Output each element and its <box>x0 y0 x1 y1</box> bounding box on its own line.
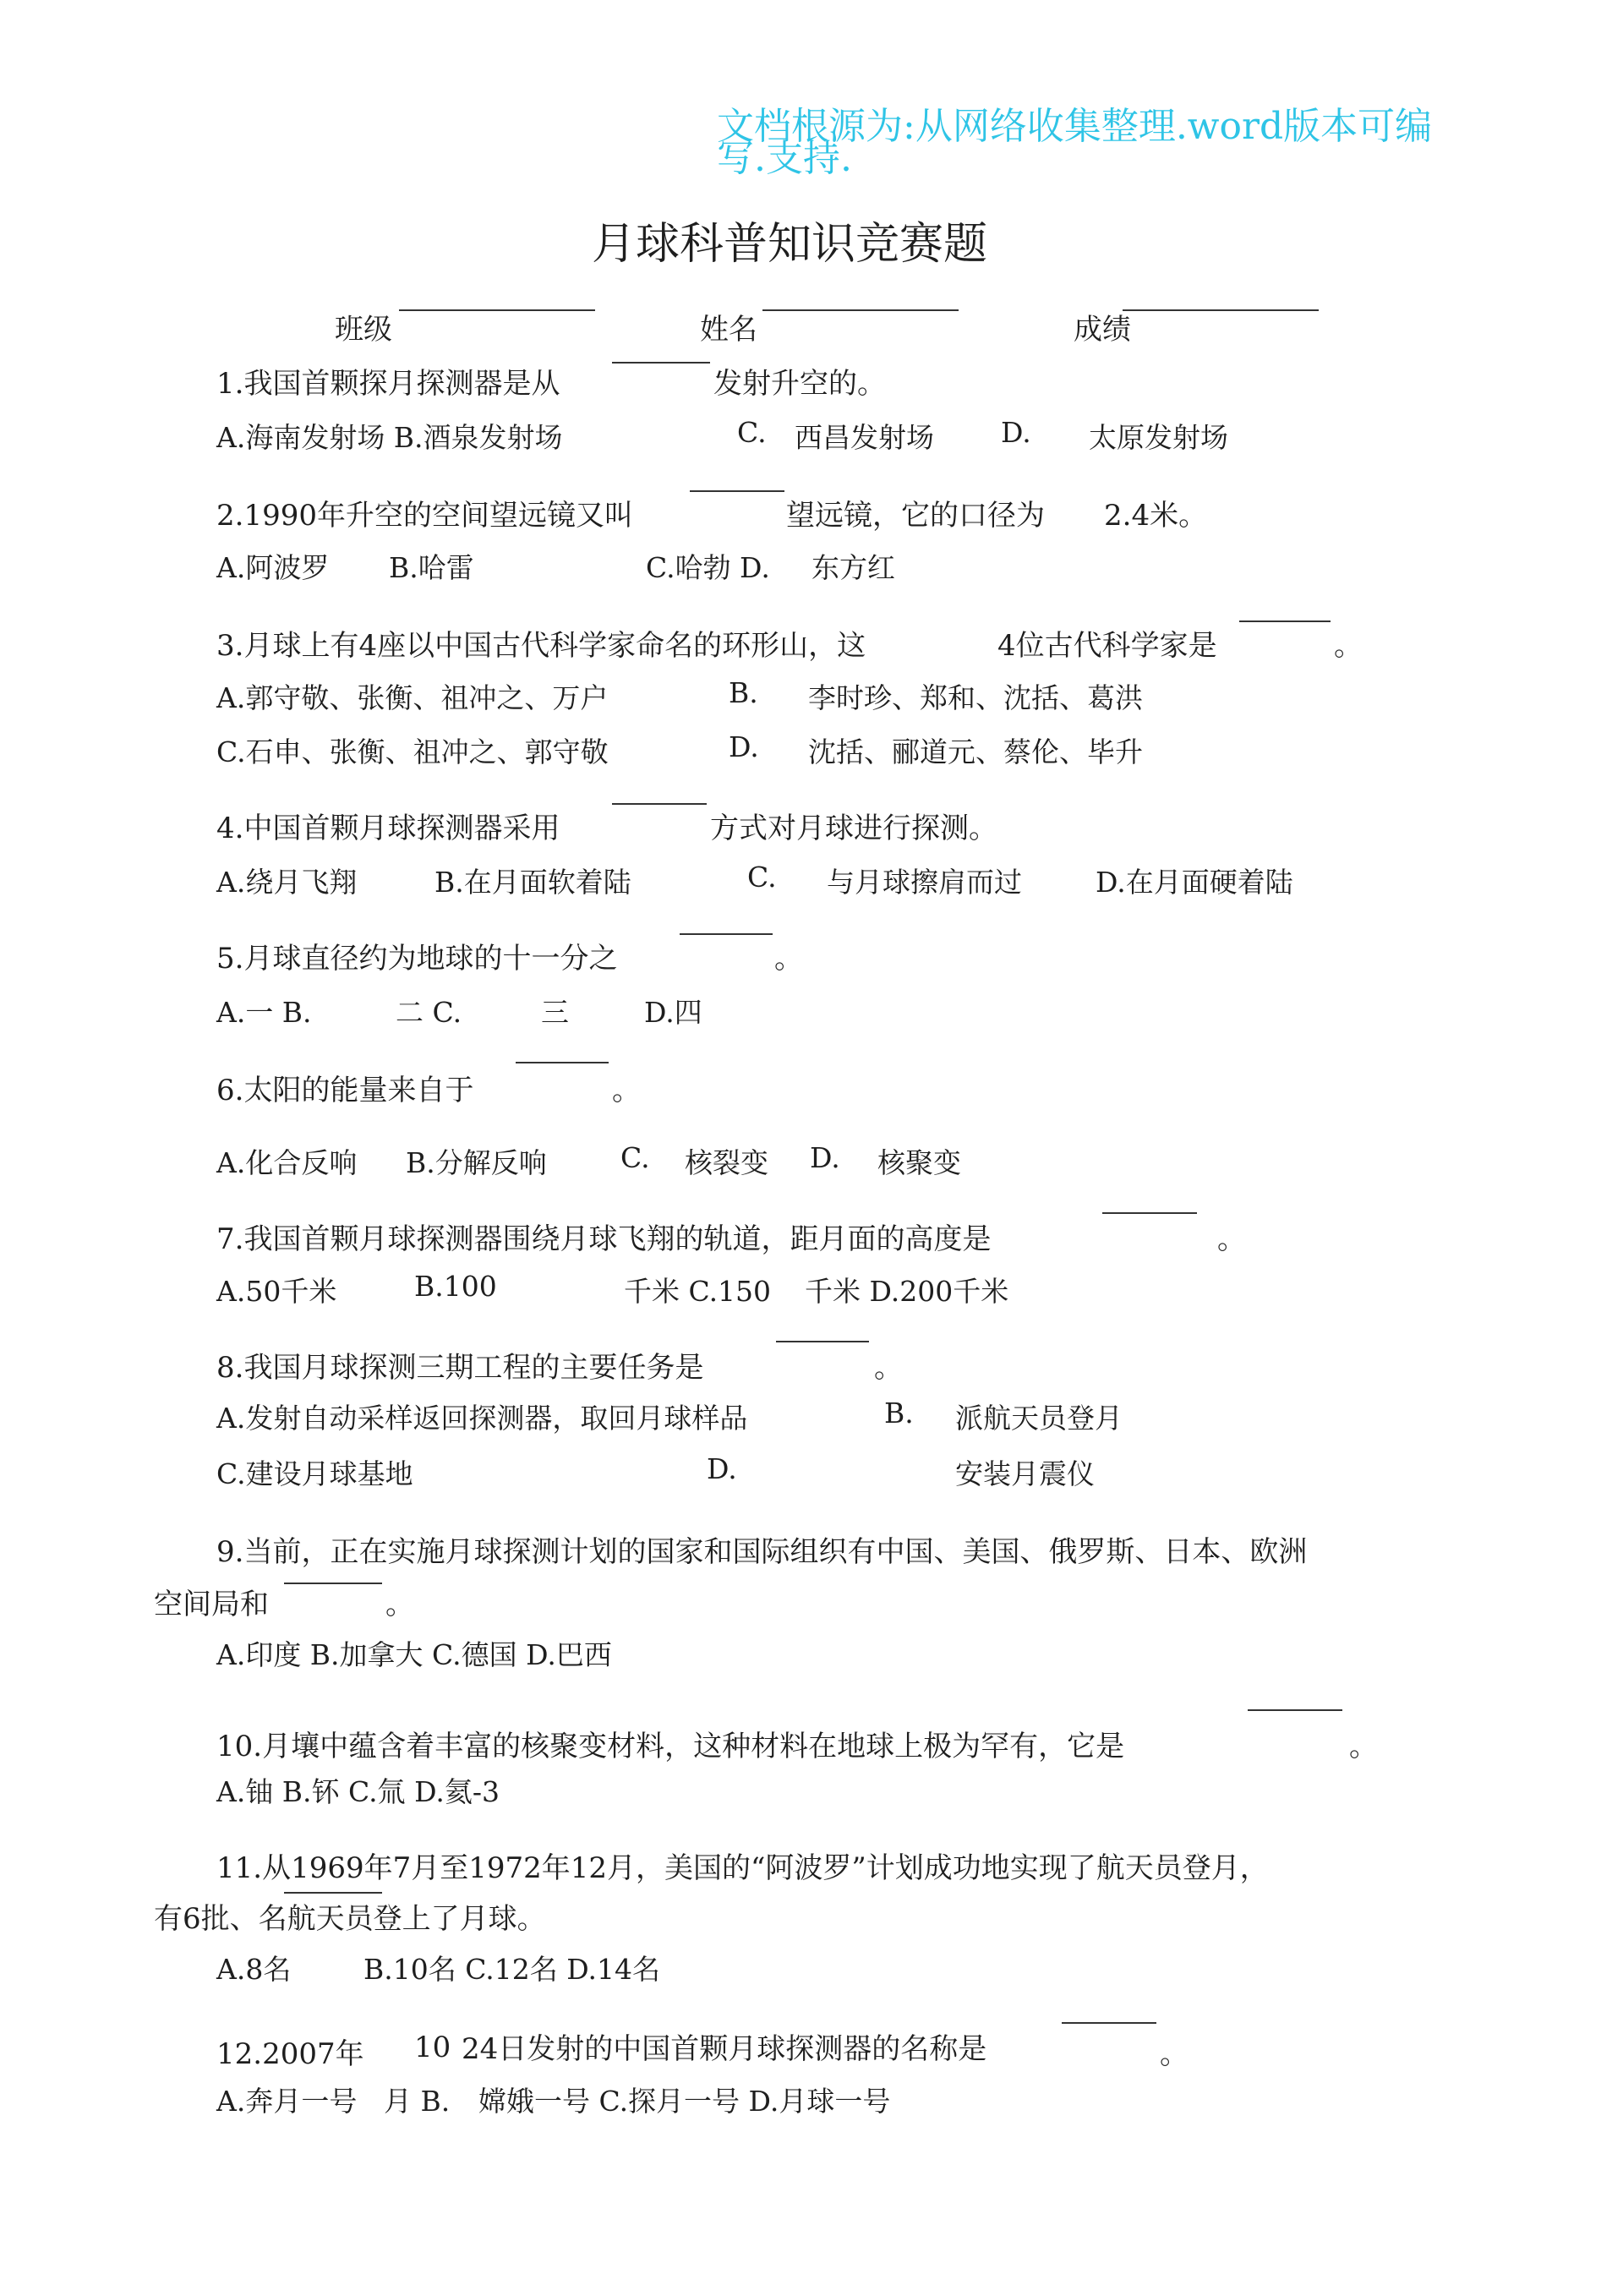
question-text: 8.我国月球探测三期工程的主要任务是 <box>216 1351 704 1385</box>
option: 东方红 <box>812 551 895 584</box>
score-label: 成绩 <box>1074 313 1131 347</box>
option: A.阿波罗 <box>216 551 330 584</box>
question-text: 4.中国首颗月球探测器采用 <box>216 812 560 845</box>
option: B.分解反响 <box>406 1146 547 1179</box>
option: 核裂变 <box>685 1146 768 1179</box>
option: 三 <box>541 996 569 1029</box>
question-text: 7.我国首颗月球探测器围绕月球飞翔的轨道，距月面的高度是 <box>216 1222 992 1256</box>
option: 西昌发射场 <box>795 421 934 454</box>
class-label: 班级 <box>335 313 392 347</box>
answer-blank[interactable] <box>680 933 773 935</box>
question-text: 24日发射的中国首颗月球探测器的名称是 <box>462 2032 987 2066</box>
question-text: 有6批、名航天员登上了月球。 <box>154 1902 546 1936</box>
option: B.哈雷 <box>389 551 474 584</box>
answer-blank[interactable] <box>516 1062 609 1063</box>
option: A.8名 <box>216 1953 292 1986</box>
option: 与月球擦肩而过 <box>827 866 1022 899</box>
option: A.奔月一号 <box>216 2085 358 2118</box>
option: D.四 <box>644 996 702 1029</box>
answer-blank[interactable] <box>1102 1212 1197 1214</box>
question-text: 。 <box>385 1588 414 1621</box>
score-blank[interactable] <box>1123 309 1319 311</box>
option: C. <box>737 416 767 449</box>
watermark-line-2: 写.支持. <box>717 137 852 180</box>
option: 核聚变 <box>877 1146 961 1179</box>
option: A.郭守敬、张衡、祖冲之、万户 <box>216 681 609 714</box>
question-text: 。 <box>1334 629 1363 663</box>
question-text: 方式对月球进行探测。 <box>710 812 997 845</box>
option: 二 C. <box>396 996 462 1029</box>
question-text: 。 <box>874 1351 903 1385</box>
question-text: 10 <box>414 2031 451 2064</box>
option: A.海南发射场 B.酒泉发射场 <box>216 421 563 454</box>
answer-blank[interactable] <box>776 1341 869 1342</box>
answer-blank[interactable] <box>1062 2022 1156 2024</box>
question-text: 5.月球直径约为地球的十一分之 <box>216 942 618 976</box>
option: A.50千米 <box>216 1275 337 1308</box>
question-text: 9.当前，正在实施月球探测计划的国家和国际组织有中国、美国、俄罗斯、日本、欧洲 <box>216 1535 1308 1569</box>
option: D. <box>810 1141 840 1174</box>
option: B. <box>884 1397 914 1430</box>
question-text: 3.月球上有4座以中国古代科学家命名的环形山，这 <box>216 629 866 663</box>
option: A.铀 B.钚 C.氚 D.氦-3 <box>216 1775 500 1808</box>
answer-blank[interactable] <box>1248 1709 1342 1711</box>
option: D.在月面硬着陆 <box>1096 866 1293 899</box>
question-text: 11.从1969年7月至1972年12月，美国的“阿波罗”计划成功地实现了航天员登月， <box>216 1851 1269 1885</box>
option: C.哈勃 D. <box>646 551 770 584</box>
option: D. <box>707 1452 737 1485</box>
option: B.10名 C.12名 D.14名 <box>363 1953 661 1986</box>
option: A.绕月飞翔 <box>216 866 358 899</box>
name-blank[interactable] <box>762 309 959 311</box>
option: 安装月震仪 <box>955 1457 1095 1490</box>
answer-blank[interactable] <box>1239 620 1331 622</box>
question-text: 2.4米。 <box>1104 499 1208 533</box>
question-text: 4位古代科学家是 <box>997 629 1217 663</box>
question-text: 10.月壤中蕴含着丰富的核聚变材料，这种材料在地球上极为罕有，它是 <box>216 1730 1125 1763</box>
class-blank[interactable] <box>399 309 595 311</box>
option: A.印度 B.加拿大 C.德国 D.巴西 <box>216 1638 612 1671</box>
question-text: 发射升空的。 <box>713 367 886 401</box>
question-text: 望远镜，它的口径为 <box>786 499 1045 533</box>
option: 千米 C.150 <box>624 1275 772 1308</box>
name-label: 姓名 <box>700 313 757 347</box>
question-text: 12.2007年 <box>216 2037 364 2071</box>
page-title: 月球科普知识竞赛题 <box>592 219 988 270</box>
question-text: 。 <box>1160 2037 1189 2071</box>
option: 千米 D.200千米 <box>805 1275 1009 1308</box>
question-text: 。 <box>612 1074 641 1107</box>
answer-blank[interactable] <box>690 490 784 492</box>
option: A.一 B. <box>216 996 312 1029</box>
option: A.发射自动采样返回探测器，取回月球样品 <box>216 1402 748 1435</box>
option: 嫦娥一号 C.探月一号 D.月球一号 <box>478 2085 891 2118</box>
option: B.在月面软着陆 <box>434 866 631 899</box>
option: C. <box>620 1141 650 1174</box>
answer-blank[interactable] <box>284 1892 382 1894</box>
question-text: 。 <box>1217 1222 1246 1256</box>
question-text: 。 <box>774 942 803 976</box>
option: D. <box>1001 416 1031 449</box>
option: A.化合反响 <box>216 1146 358 1179</box>
option: 太原发射场 <box>1089 421 1228 454</box>
question-text: 2.1990年升空的空间望远镜又叫 <box>216 499 633 533</box>
option: C.石申、张衡、祖冲之、郭守敬 <box>216 735 609 768</box>
option: 沈括、郦道元、蔡伦、毕升 <box>808 735 1143 768</box>
question-text: 1.我国首颗探月探测器是从 <box>216 367 560 401</box>
option: C. <box>747 861 777 894</box>
option: 月 B. <box>384 2085 451 2118</box>
answer-blank[interactable] <box>284 1583 382 1584</box>
option: D. <box>729 730 759 763</box>
option: B.100 <box>414 1270 497 1303</box>
option: 派航天员登月 <box>955 1402 1123 1435</box>
watermark-line-1: 文档根源为:从网络收集整理.word版本可编 <box>717 105 1433 148</box>
question-text: 6.太阳的能量来自于 <box>216 1074 474 1107</box>
option: B. <box>729 676 758 709</box>
option: 李时珍、郑和、沈括、葛洪 <box>808 681 1143 714</box>
option: C.建设月球基地 <box>216 1457 413 1490</box>
answer-blank[interactable] <box>612 362 710 364</box>
question-text: 。 <box>1349 1730 1378 1763</box>
answer-blank[interactable] <box>612 803 707 805</box>
question-text: 空间局和 <box>154 1588 269 1621</box>
